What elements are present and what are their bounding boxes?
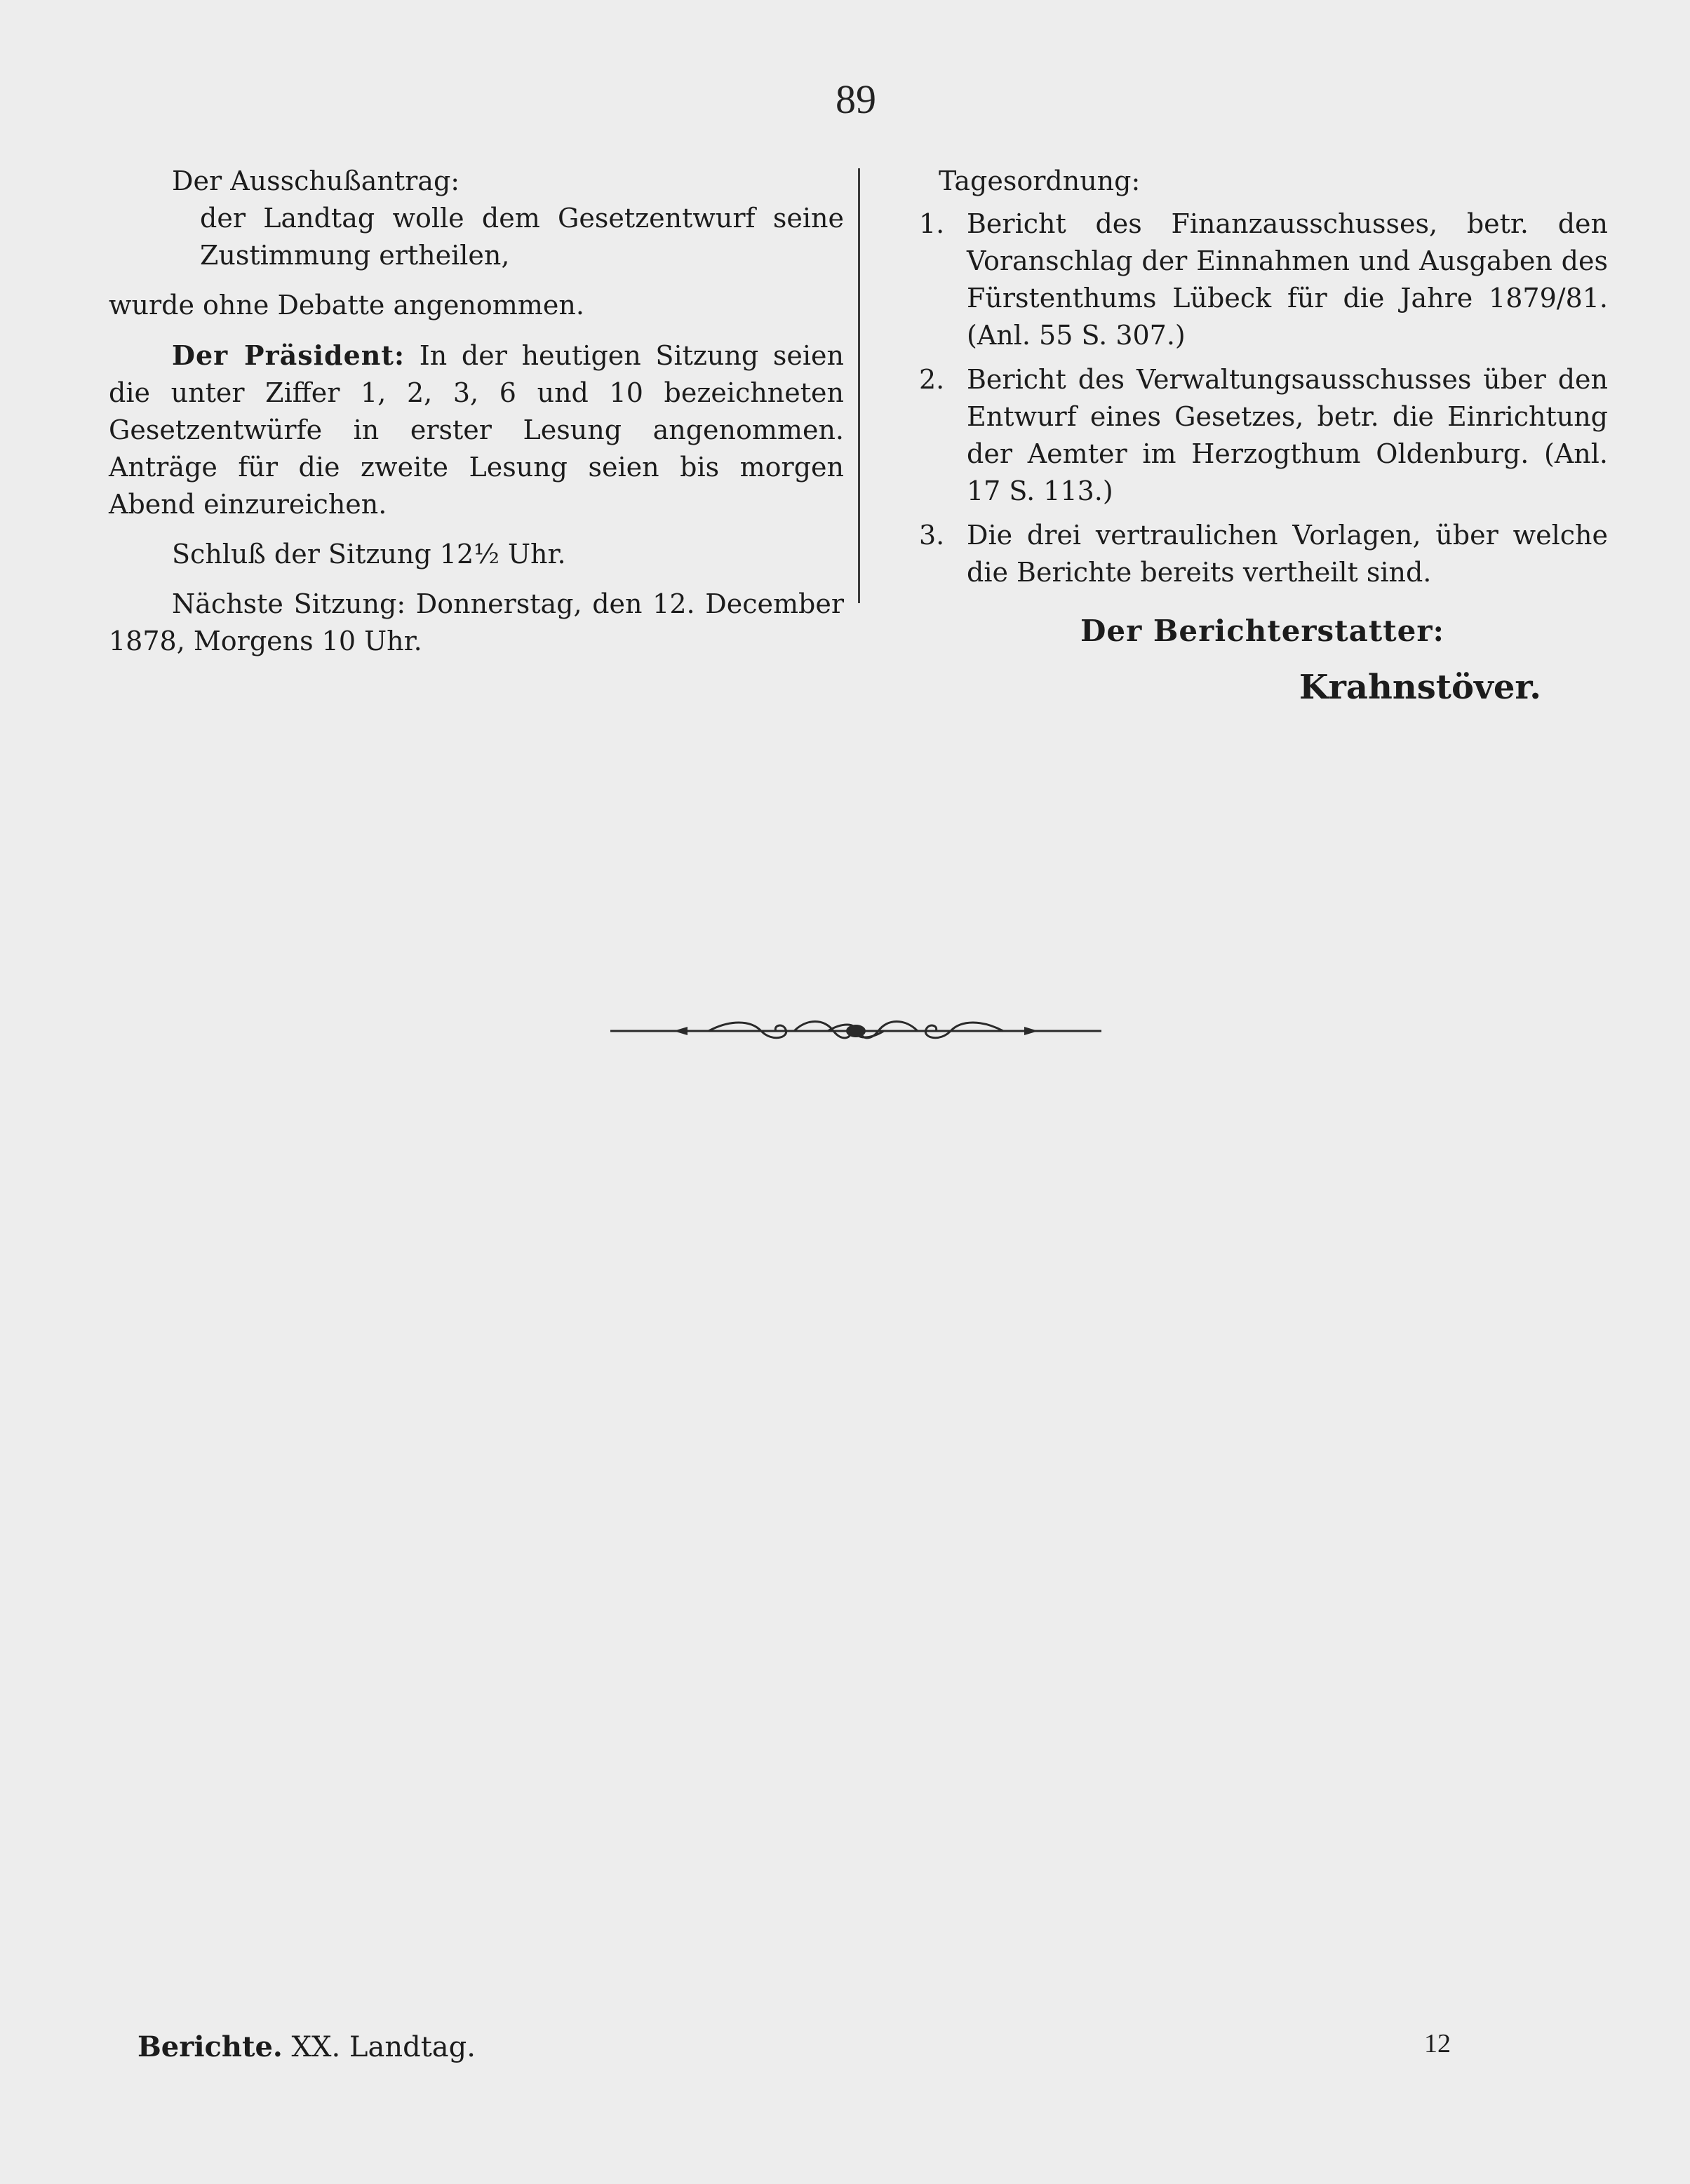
agenda-item — [919, 205, 1608, 354]
agenda-item-number: 2. — [919, 364, 945, 395]
right-column — [919, 163, 1608, 706]
left-column — [109, 163, 844, 660]
footer-series-label: Berichte. — [138, 2030, 283, 2063]
motion-result: wurde ohne Debatte angenommen. — [109, 290, 584, 321]
agenda-item — [919, 517, 1608, 591]
agenda-item-number: 1. — [919, 208, 945, 239]
motion-intro: Der Ausschußantrag: — [172, 166, 460, 196]
agenda-item-text: Bericht des Verwaltungsausschusses über den Entwurf eines Gesetzes, betr. die Einrichtung der Aemter im Herzogthum Oldenburg. (Anl. 17 S. 113.) — [967, 364, 1608, 506]
next-session: Nächste Sitzung: Donnerstag, den 12. December 1878, Morgens 10 Uhr. — [109, 588, 844, 656]
agenda-item-number: 3. — [919, 520, 945, 551]
motion-text: der Landtag wolle dem Gesetzentwurf seine Zustimmung ertheilen, — [200, 203, 844, 271]
footer-series-volume: XX. Landtag. — [291, 2031, 476, 2063]
footer-signature-mark: 12 — [1424, 2029, 1451, 2058]
agenda-item — [919, 361, 1608, 510]
president-paragraph — [109, 337, 844, 523]
agenda-title: Tagesordnung: — [939, 166, 1141, 196]
reporter-title: Der Berichterstatter: — [1080, 614, 1444, 648]
column-divider — [858, 168, 860, 603]
agenda-item-text: Die drei vertraulichen Vorlagen, über welche die Berichte bereits vertheilt sind. — [967, 520, 1608, 588]
ornament-divider — [610, 1010, 1101, 1052]
session-closing: Schluß der Sitzung 12½ Uhr. — [172, 539, 566, 569]
agenda-item-text: Bericht des Finanzausschusses, betr. den Voranschlag der Einnahmen und Ausgaben des Fürstenthums Lübeck für die Jahre 1879/81. (Anl. 55 S. 307.) — [967, 208, 1608, 351]
president-label: Der Präsident: — [172, 339, 405, 371]
president-text: In der heutigen Sitzung seien die unter Ziffer 1, 2, 3, 6 und 10 bezeichneten Gesetzentwürfe in erster Lesung angenommen. Anträge für die zweite Lesung seien bis morgen Abend einzureichen. — [109, 340, 844, 520]
footer-publication — [138, 2030, 476, 2063]
reporter-signature: Krahnstöver. — [1299, 668, 1541, 707]
page-number: 89 — [836, 76, 876, 122]
